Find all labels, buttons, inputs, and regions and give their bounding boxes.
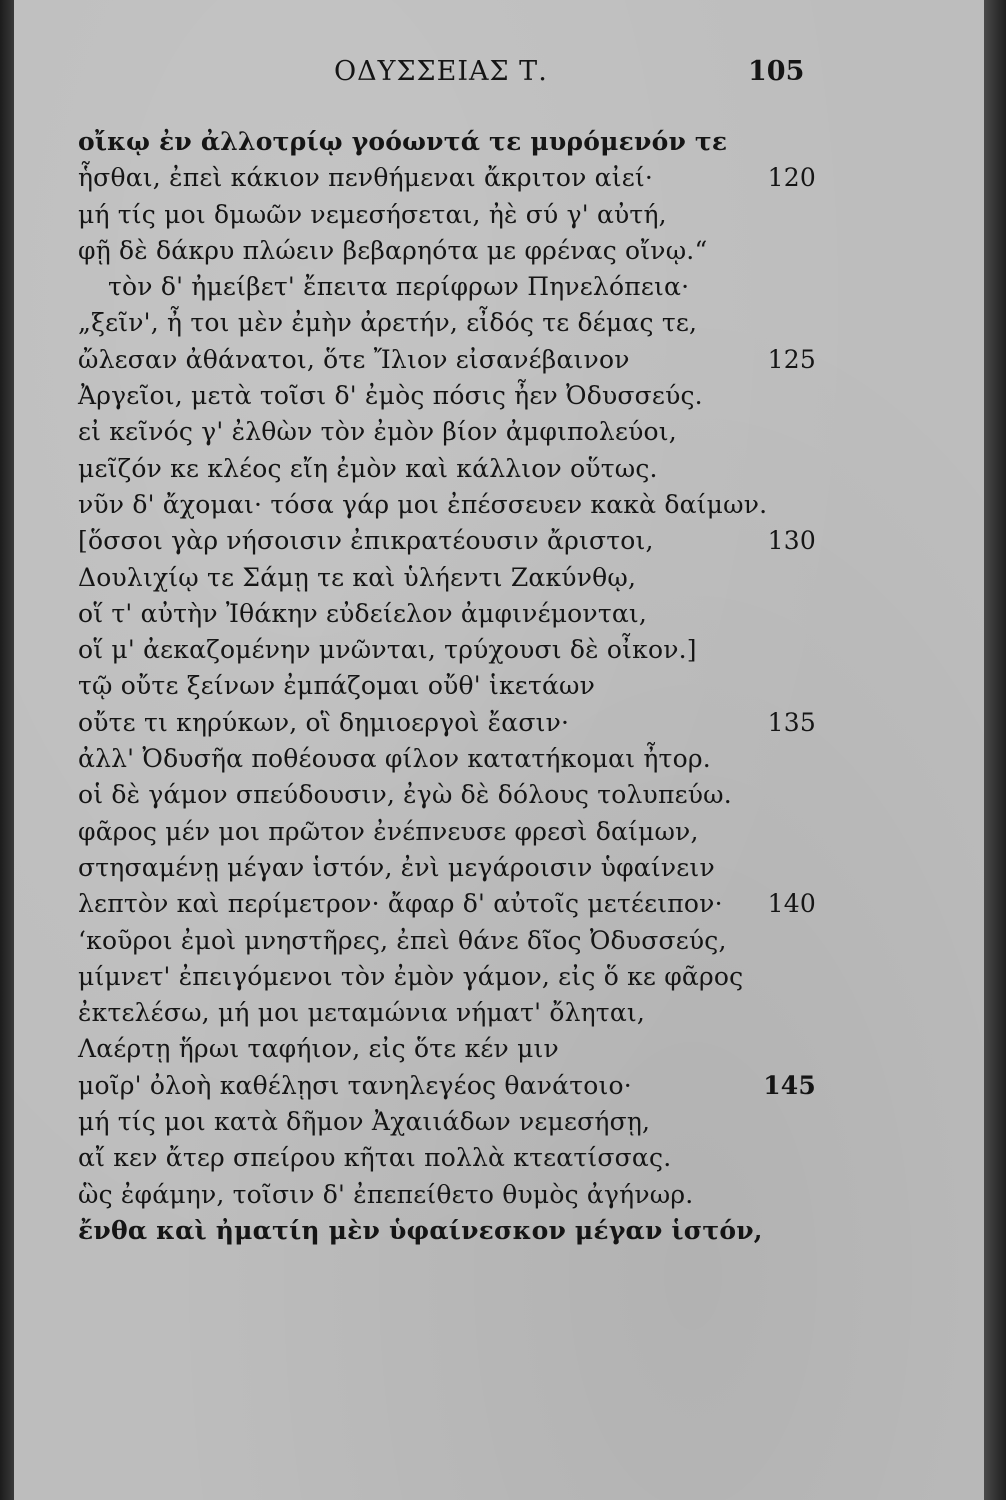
verse-line [78,233,938,269]
verse-line [78,632,938,668]
verse-line [78,1068,938,1104]
verse-text: ὤλεσαν ἀθάνατοι, ὅτε Ἴλιον εἰσανέβαινον [78,344,630,374]
verse-text: οἵ μ' ἀεκαζομένην μνῶνται, τρύχουσι δὲ οἶκον.] [78,635,697,665]
verse-line [78,1031,938,1067]
verse-line [78,814,938,850]
verse-text: αἴ κεν ἄτερ σπείρου κῆται πολλὰ κτεατίσσας. [78,1143,672,1173]
verse-line [78,850,938,886]
verse-text: οὔτε τι κηρύκων, οἳ δημιοεργοὶ ἔασιν· [78,707,570,737]
line-number: 145 [763,1070,816,1100]
verse-line [78,487,938,523]
verse-line [78,197,938,233]
scan-edge-left [0,0,14,1500]
running-title: ΟΔΥΣΣΕΙΑΣ Τ. [334,56,548,87]
verse-text: μοῖρ' ὀλοὴ καθέλῃσι τανηλεγέος θανάτοιο· [78,1070,632,1100]
verse-text: οἵ τ' αὐτὴν Ἰθάκην εὐδείελον ἀμφινέμονται, [78,598,648,628]
book-page [14,0,984,1500]
line-number: 135 [767,707,816,737]
verse-line [78,1213,938,1249]
verse-line [78,741,938,777]
verse-block [78,124,938,1249]
verse-text: λεπτὸν καὶ περίμετρον· ἄφαρ δ' αὐτοῖς μετέειπον· [78,889,723,919]
verse-text: ἐκτελέσω, μή μοι μεταμώνια νήματ' ὄληται, [78,998,646,1028]
verse-text: οἴκῳ ἐν ἀλλοτρίῳ γοόωντά τε μυρόμενόν τε [78,127,728,156]
verse-text: εἰ κεῖνός γ' ἐλθὼν τὸν ἐμὸν βίον ἀμφιπολεύοι, [78,417,677,447]
verse-line [78,1177,938,1213]
line-number: 130 [767,526,816,556]
verse-line [78,886,938,922]
verse-text: νῦν δ' ἄχομαι· τόσα γάρ μοι ἐπέσσευεν κακὰ δαίμων. [78,489,768,519]
verse-line [78,923,938,959]
verse-text: οἱ δὲ γάμον σπεύδουσιν, ἐγὼ δὲ δόλους τολυπεύω. [78,780,732,810]
verse-text: ἧσθαι, ἐπεὶ κάκιον πενθήμεναι ἄκριτον αἰεί· [78,163,654,193]
verse-line [78,596,938,632]
verse-text: μή τίς μοι δμωῶν νεμεσήσεται, ἠὲ σύ γ' αὐτή, [78,199,667,229]
verse-line [78,305,938,341]
verse-line [78,668,938,704]
verse-text: τὸν δ' ἠμείβετ' ἔπειτα περίφρων Πηνελόπεια· [108,272,690,302]
verse-text: Δουλιχίῳ τε Σάμῃ τε καὶ ὑλήεντι Ζακύνθῳ, [78,562,637,592]
verse-line [78,414,938,450]
verse-line [78,560,938,596]
verse-text: μίμνετ' ἐπειγόμενοι τὸν ἐμὸν γάμον, εἰς ὅ κε φᾶρος [78,961,744,991]
line-number: 120 [767,163,816,193]
verse-line [78,160,938,196]
verse-text: ἔνθα καὶ ἠματίη μὲν ὑφαίνεσκον μέγαν ἱστόν, [78,1215,763,1245]
verse-line [78,523,938,559]
verse-line [78,705,938,741]
verse-text: ὣς ἐφάμην, τοῖσιν δ' ἐπεπείθετο θυμὸς ἀγήνωρ. [78,1179,694,1209]
verse-text: στησαμένῃ μέγαν ἱστόν, ἐνὶ μεγάροισιν ὑφαίνειν [78,852,715,882]
verse-line [78,777,938,813]
scan-edge-right [984,0,1006,1500]
verse-line [78,269,938,305]
verse-text: ἀλλ' Ὀδυσῆα ποθέουσα φίλον κατατήκομαι ἦτορ. [78,744,711,774]
verse-text: Ἀργεῖοι, μετὰ τοῖσι δ' ἐμὸς πόσις ἦεν Ὀδυσσεύς. [78,381,703,411]
verse-text: τῷ οὔτε ξείνων ἐμπάζομαι οὔθ' ἱκετάων [78,671,596,701]
verse-line [78,1140,938,1176]
verse-text: „ξεῖν', ἦ τοι μὲν ἐμὴν ἀρετήν, εἶδός τε δέμας τε, [78,308,698,338]
verse-line [78,124,938,160]
verse-text: μεῖζόν κε κλέος εἴη ἐμὸν καὶ κάλλιον οὕτως. [78,453,658,483]
page-number: 105 [748,56,805,87]
line-number: 140 [767,889,816,919]
verse-line [78,959,938,995]
verse-line [78,1104,938,1140]
verse-text: [ὅσσοι γὰρ νήσοισιν ἐπικρατέουσιν ἄριστοι, [78,526,654,556]
verse-line [78,995,938,1031]
verse-line [78,451,938,487]
verse-text: μή τίς μοι κατὰ δῆμον Ἀχαιιάδων νεμεσήσῃ, [78,1107,651,1137]
verse-text: Λαέρτῃ ἥρωι ταφήιον, εἰς ὅτε κέν μιν [78,1034,559,1064]
verse-text: φᾶρος μέν μοι πρῶτον ἐνέπνευσε φρεσὶ δαίμων, [78,816,699,846]
verse-text: ‘κοῦροι ἐμοὶ μνηστῆρες, ἐπεὶ θάνε δῖος Ὀδυσσεύς, [78,925,727,955]
verse-text: φῇ δὲ δάκρυ πλώειν βεβαρηότα με φρένας οἴνῳ.“ [78,235,708,265]
line-number: 125 [767,344,816,374]
verse-line [78,378,938,414]
verse-line [78,342,938,378]
